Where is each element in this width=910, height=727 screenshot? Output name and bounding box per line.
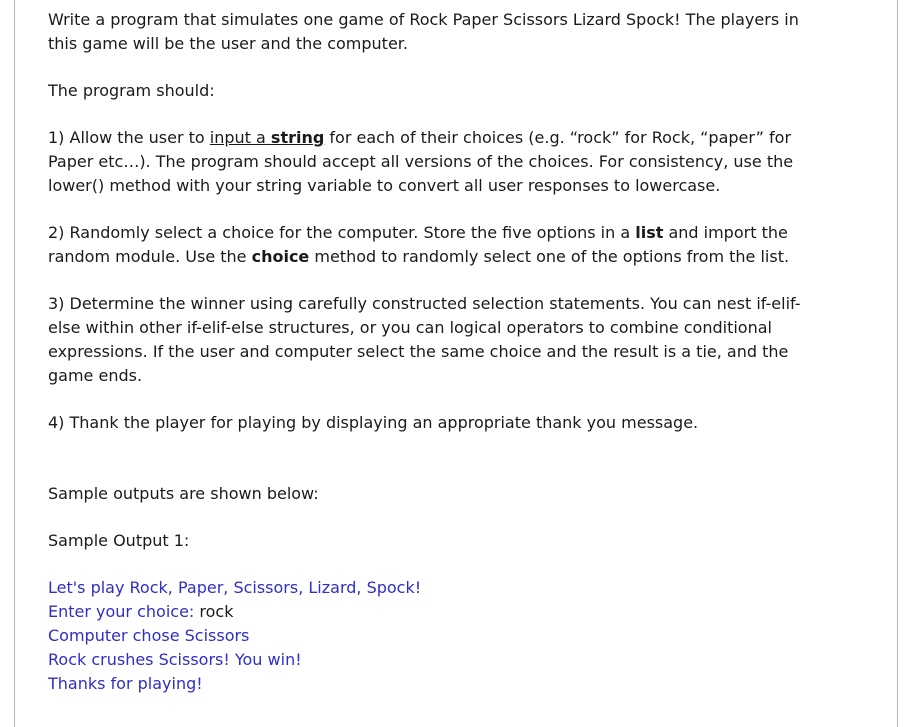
sample-output-title: Sample Output 1: [48,531,190,550]
intro-paragraph: Write a program that simulates one game of Rock Paper Scissors Lizard Spock! The players in this game will be the user and the computer. [48,10,799,53]
output-line-5: Thanks for playing! [48,674,203,693]
step-1-paragraph [48,126,808,198]
spacer [48,458,808,482]
user-input-text: rock [199,602,234,621]
output-line-4: Rock crushes Scissors! You win! [48,650,302,669]
output-line-2 [48,600,808,624]
sample-intro: Sample outputs are shown below: [48,484,319,503]
program-should-heading: The program should: [48,81,215,100]
choice-keyword: choice [251,247,310,266]
step-3-paragraph: 3) Determine the winner using carefully constructed selection statements. You can nest if-elif-else within other if-elif-else structures, or you can logical operators to combine conditional expressions. If the user and computer select the same choice and the result is a tie, and the game ends. [48,294,801,385]
step-2-paragraph: 2) Randomly select a choice for the computer. Store the five options in a list and import the random module. Use the choice method to randomly select one of the options from the list. [48,223,790,266]
string-keyword: string [270,128,325,147]
step-4-paragraph: 4) Thank the player for playing by displaying an appropriate thank you message. [48,413,699,432]
document-page [14,0,898,727]
document-content [48,8,808,696]
step-1-suffix: for each of their choices (e.g. “rock” for Rock, “paper” for Paper etc…). The program should accept all versions of the choices. For consistency, use the lower() method with your string variable to convert all user responses to lowercase. [48,128,794,195]
sample-output-block [48,576,808,696]
list-keyword: list [635,223,664,242]
output-line-3: Computer chose Scissors [48,626,250,645]
output-line-1: Let's play Rock, Paper, Scissors, Lizard, Spock! [48,578,422,597]
step-1-prefix: 1) Allow the user to [48,128,210,147]
prompt-text: Enter your choice: [48,602,200,621]
step-1-underlined: input a string [209,128,325,147]
